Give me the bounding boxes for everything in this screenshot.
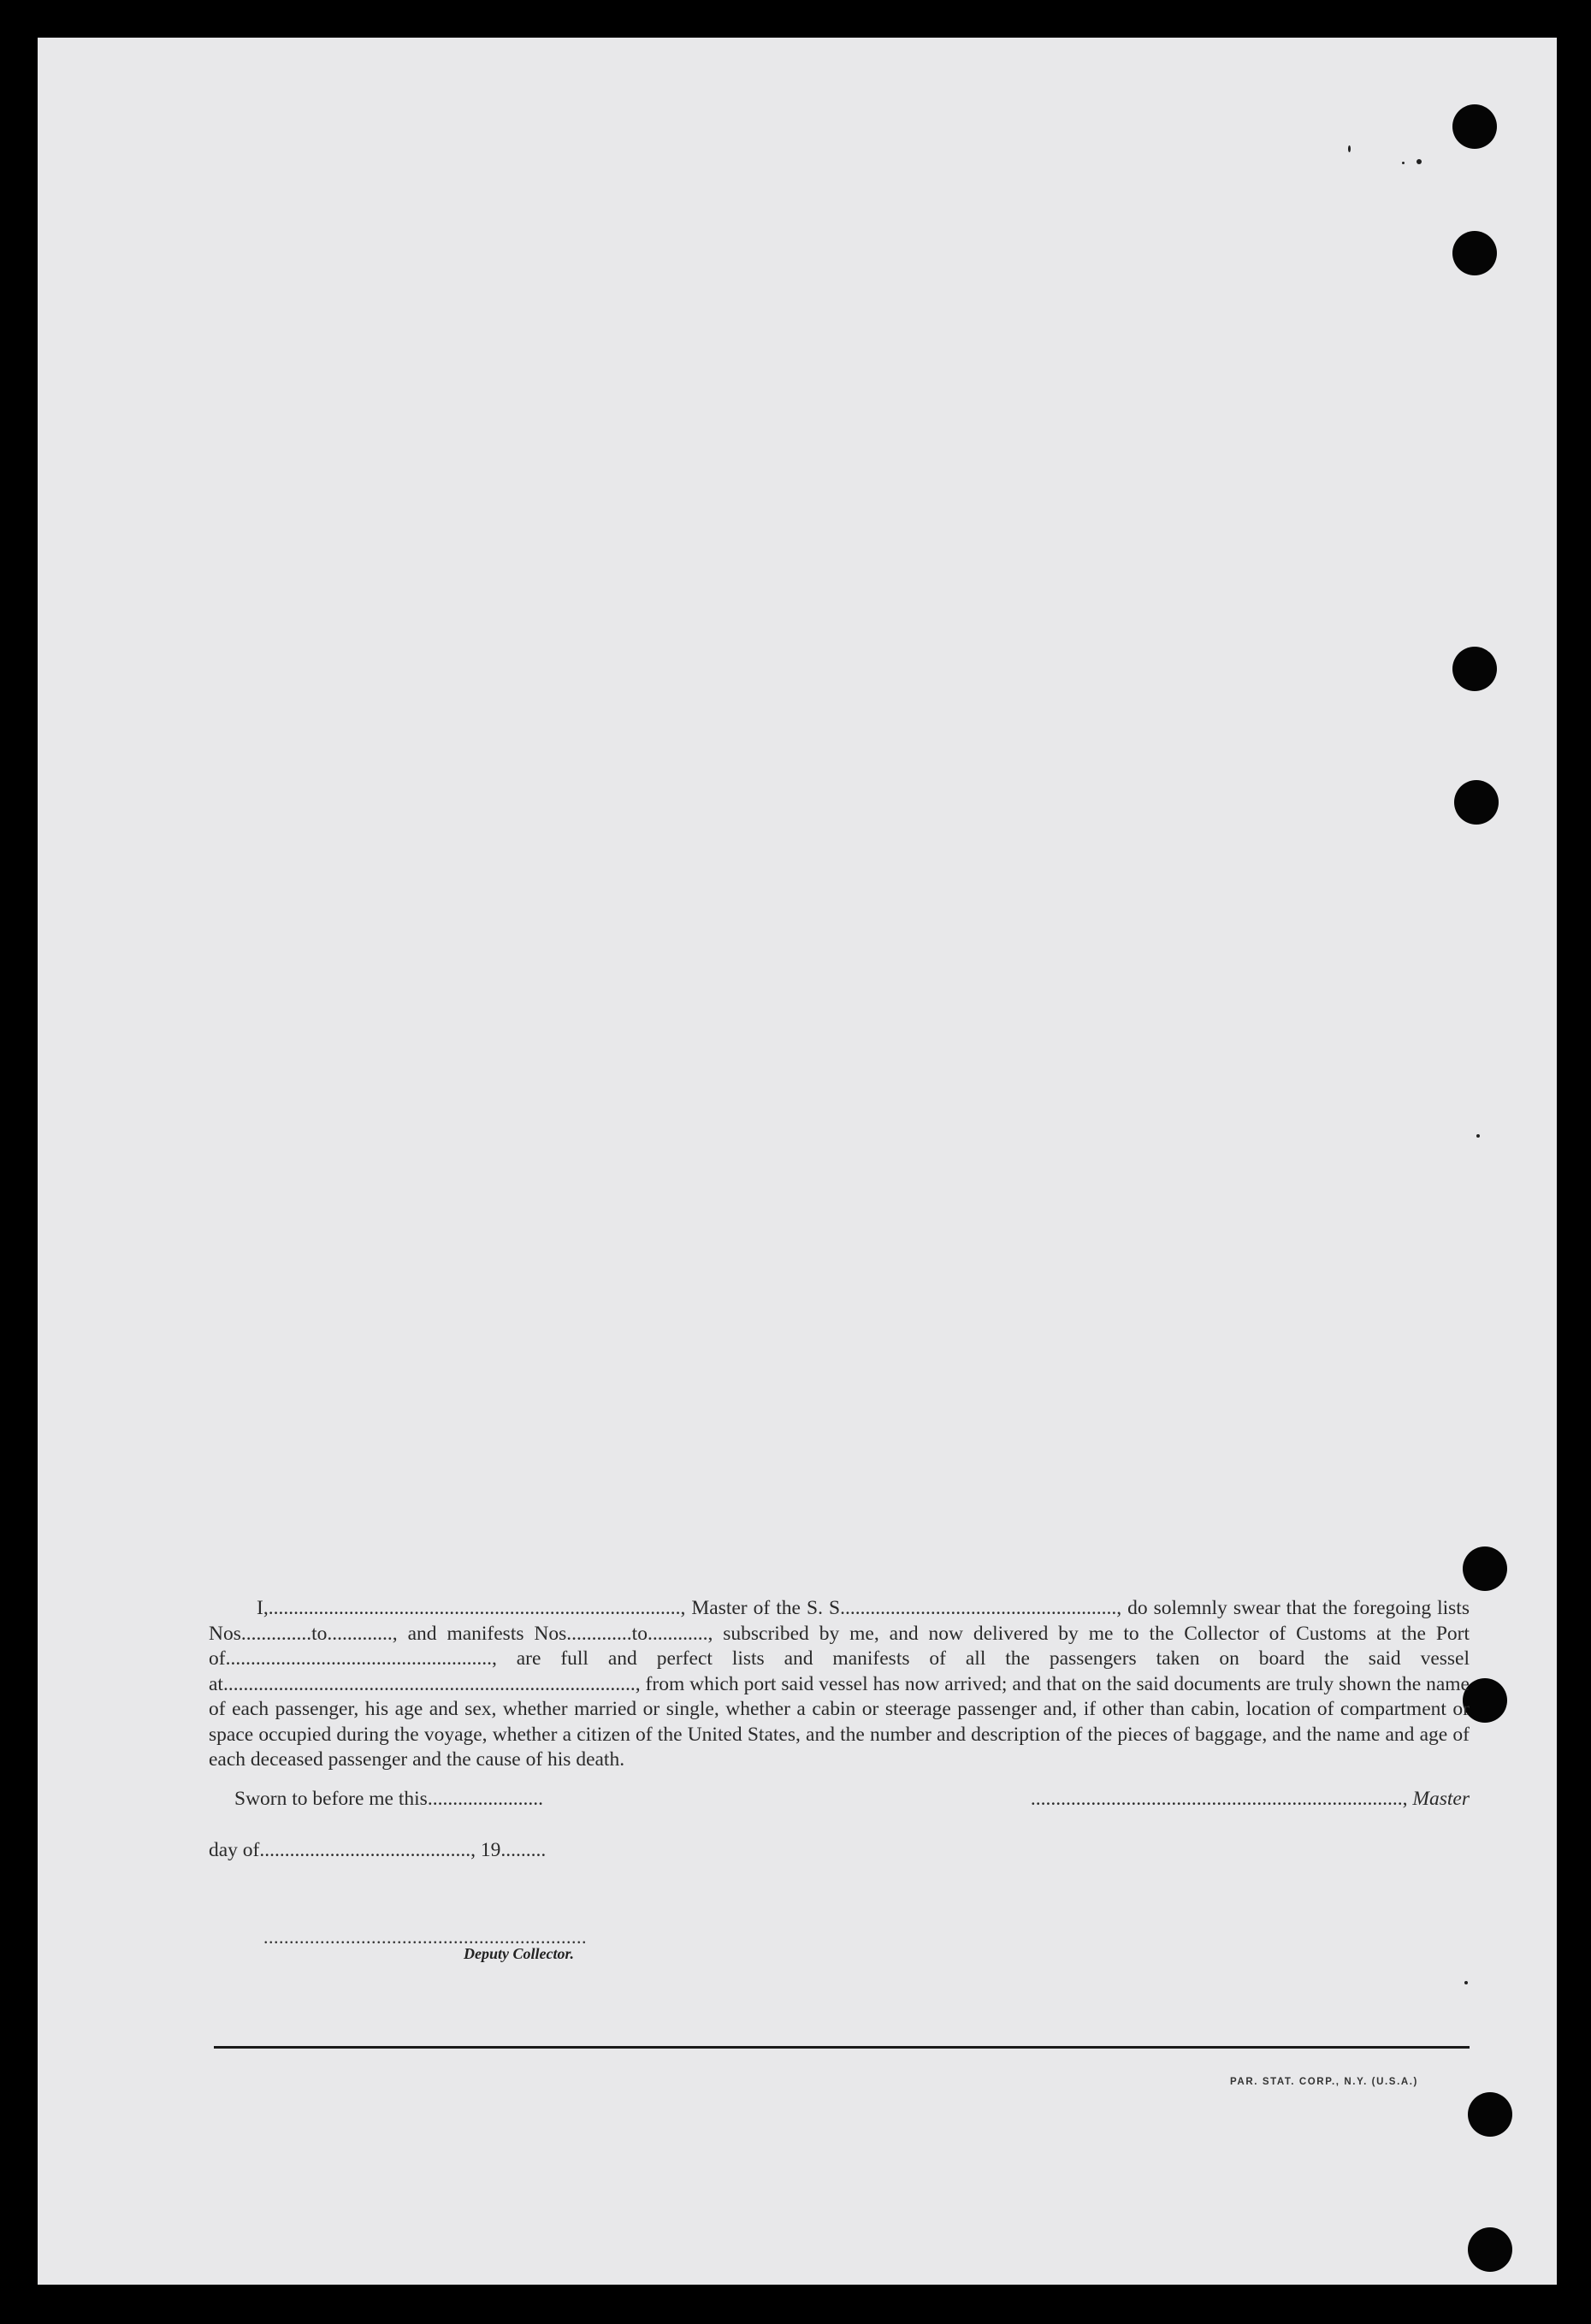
- punch-hole: [1468, 2092, 1512, 2137]
- ink-speck: [1348, 145, 1351, 152]
- punch-hole: [1468, 2227, 1512, 2272]
- punch-hole: [1454, 780, 1499, 825]
- ink-speck: [1464, 1981, 1468, 1984]
- punch-hole: [1463, 1546, 1507, 1591]
- oath-paragraph: [209, 1596, 1470, 1773]
- master-label: Master: [1412, 1788, 1470, 1810]
- bottom-rule: [214, 2046, 1470, 2049]
- oath-text: I,.................................................................................., Master of the S. S......................................................., do solemnly swear that the foregoing lists Nos..............to............., and manifests Nos.............to............, subscribed by me, and now delivered by me to the Collector of Customs at the Port of....................................................., are full and perfect lists and manifests of all the passengers taken on board the said vessel at.................................................................................., from which port said vessel has now arrived; and that on the said documents are truly shown the name of each passenger, his age and sex, whether married or single, whether a cabin or steerage passenger and, if other than cabin, location of compartment or space occupied during the voyage, whether a citizen of the United States, and the number and description of the pieces of baggage, and the name and age of each deceased passenger and the cause of his death.: [209, 1597, 1470, 1771]
- ink-speck: [1402, 162, 1405, 164]
- punch-hole: [1452, 104, 1497, 149]
- printer-imprint: PAR. STAT. CORP., N.Y. (U.S.A.): [1230, 2077, 1418, 2087]
- deputy-signature-dots: ...............................................................: [263, 1926, 587, 1948]
- ink-speck: [1417, 159, 1422, 164]
- deputy-collector-label: Deputy Collector.: [464, 1945, 574, 1962]
- punch-hole: [1452, 647, 1497, 691]
- ink-speck: [1476, 1134, 1480, 1138]
- form-sheet: [38, 38, 1557, 2285]
- master-dots: ..........................................................................: [1030, 1788, 1403, 1810]
- punch-hole: [1452, 231, 1497, 275]
- sworn-before-me: Sworn to before me this.......................: [234, 1788, 543, 1810]
- day-of-line: day of.........................................., 19.........: [209, 1839, 547, 1861]
- master-signature-line: .........................................................................., Master: [1030, 1788, 1470, 1810]
